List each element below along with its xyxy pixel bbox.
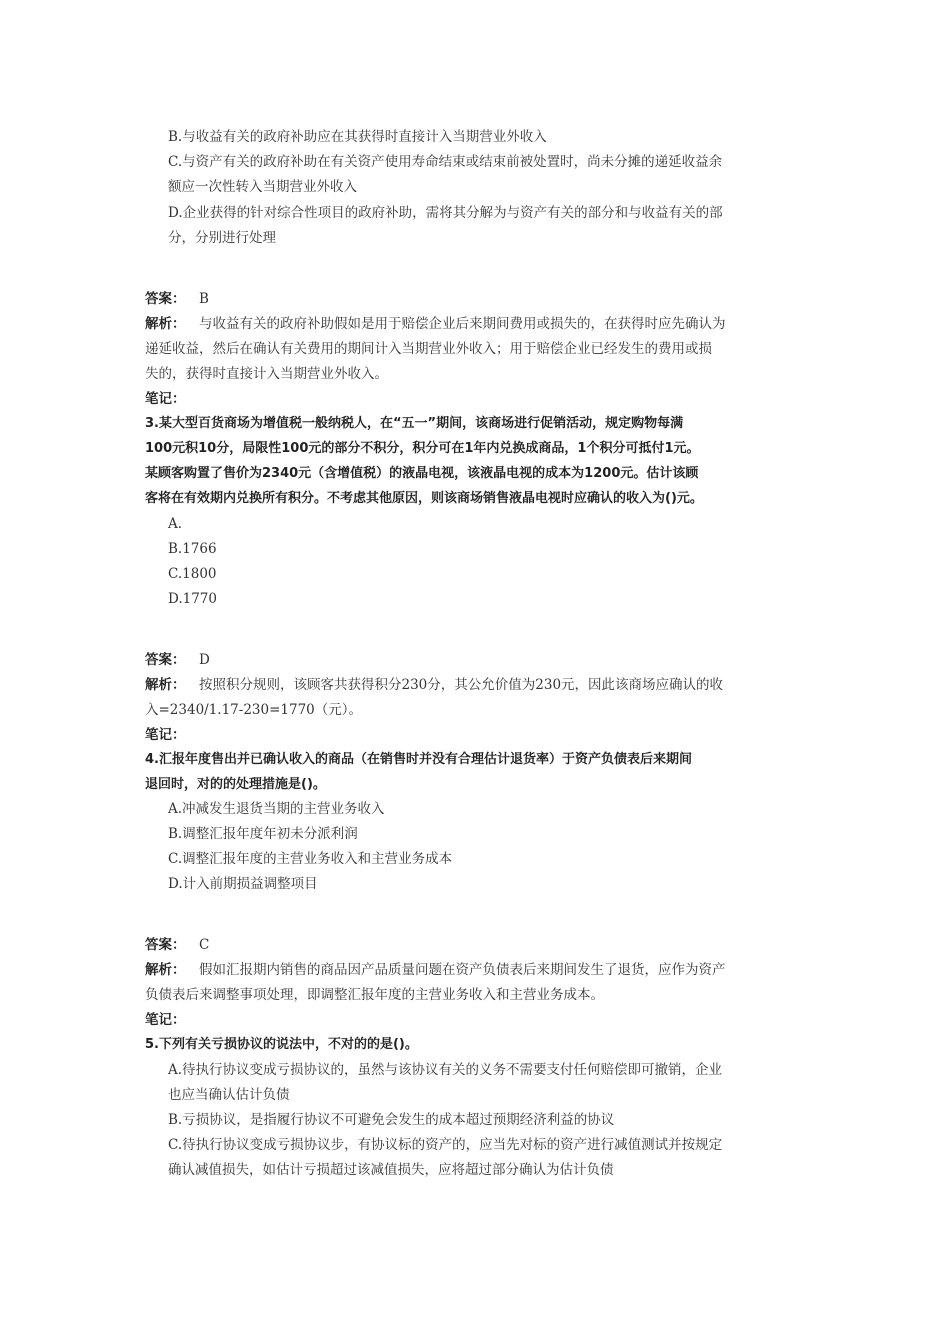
q4-analysis-line: 负债表后来调整事项处理，即调整汇报年度的主营业务收入和主营业务成本。 (145, 987, 604, 1003)
q5-option-a: A.待执行协议变成亏损协议的，虽然与该协议有关的义务不需要支付任何赔偿即可撤销，企业 (168, 1062, 723, 1078)
q3-option-a: A. (168, 516, 183, 532)
q4-analysis-line: 假如汇报期内销售的商品因产品质量问题在资产负债表后来期间发生了退货，应作为资产 (199, 962, 726, 978)
q5-question-line: 5.下列有关亏损协议的说法中，不对的的是()。 (145, 1037, 418, 1052)
q2-note-label: 笔记： (145, 391, 186, 407)
q2-analysis-line: 与收益有关的政府补助假如是用于赔偿企业后来期间费用或损失的，在获得时应先确认为 (199, 316, 726, 332)
q4-analysis-label: 解析： (145, 962, 186, 978)
q2-analysis-label: 解析： (145, 316, 186, 332)
q3-question-line: 100元积10分，局限性100元的部分不积分，积分可在1年内兑换成商品，1个积分可抵付1元。 (145, 441, 700, 456)
q2-analysis-line: 失的，获得时直接计入当期营业外收入。 (145, 366, 388, 382)
q2-option-c-cont: 额应一次性转入当期营业外收入 (168, 179, 357, 195)
q2-analysis-line: 递延收益，然后在确认有关费用的期间计入当期营业外收入；用于赔偿企业已经发生的费用或损 (145, 341, 712, 357)
q2-option-d-cont: 分，分别进行处理 (168, 230, 276, 246)
q3-analysis-line: 按照积分规则，该顾客共获得积分230分，其公允价值为230元，因此该商场应确认的收 (199, 677, 724, 693)
q2-option-d: D.企业获得的针对综合性项目的政府补助，需将其分解为与资产有关的部分和与收益有关的部 (168, 205, 723, 221)
q5-option-a-cont: 也应当确认估计负债 (168, 1087, 290, 1103)
q3-analysis-line: 入=2340/1.17-230=1770（元）。 (145, 702, 363, 718)
q2-option-b: B.与收益有关的政府补助应在其获得时直接计入当期营业外收入 (168, 129, 547, 145)
q2-answer: B (199, 291, 209, 307)
q3-option-d: D.1770 (168, 591, 217, 607)
q5-option-c-cont: 确认减值损失，如估计亏损超过该减值损失，应将超过部分确认为估计负债 (168, 1162, 614, 1178)
q3-answer-label: 答案： (145, 652, 186, 668)
q4-option-c: C.调整汇报年度的主营业务收入和主营业务成本 (168, 851, 453, 867)
q3-question-line: 客将在有效期内兑换所有积分。不考虑其他原因，则该商场销售液晶电视时应确认的收入为()元。 (145, 491, 703, 506)
q3-question-line: 3.某大型百货商场为增值税一般纳税人，在“五一”期间，该商场进行促销活动，规定购物每满 (145, 416, 684, 431)
q4-option-d: D.计入前期损益调整项目 (168, 876, 318, 892)
q4-option-a: A.冲减发生退货当期的主营业务收入 (168, 801, 385, 817)
q4-answer-label: 答案： (145, 937, 186, 953)
q3-analysis-label: 解析： (145, 677, 186, 693)
q4-note-label: 笔记： (145, 1012, 186, 1028)
q4-option-b: B.调整汇报年度年初未分派利润 (168, 826, 358, 842)
q3-question-line: 某顾客购置了售价为2340元（含增值税）的液晶电视，该液晶电视的成本为1200元。估计该顾 (145, 466, 699, 481)
q4-question-line: 退回时，对的的处理措施是()。 (145, 777, 326, 792)
q2-option-c: C.与资产有关的政府补助在有关资产使用寿命结束或结束前被处置时，尚未分摊的递延收益余 (168, 154, 723, 170)
q5-option-c: C.待执行协议变成亏损协议步，有协议标的资产的，应当先对标的资产进行减值测试并按规定 (168, 1137, 723, 1153)
q2-answer-label: 答案： (145, 291, 186, 307)
q3-answer: D (199, 652, 210, 668)
q4-question-line: 4.汇报年度售出并已确认收入的商品（在销售时并没有合理估计退货率）于资产负债表后来期间 (145, 752, 692, 767)
q3-option-b: B.1766 (168, 541, 217, 557)
q5-option-b: B.亏损协议，是指履行协议不可避免会发生的成本超过预期经济利益的协议 (168, 1112, 615, 1128)
q3-option-c: C.1800 (168, 566, 217, 582)
q4-answer: C (199, 937, 210, 953)
q3-note-label: 笔记： (145, 727, 186, 743)
